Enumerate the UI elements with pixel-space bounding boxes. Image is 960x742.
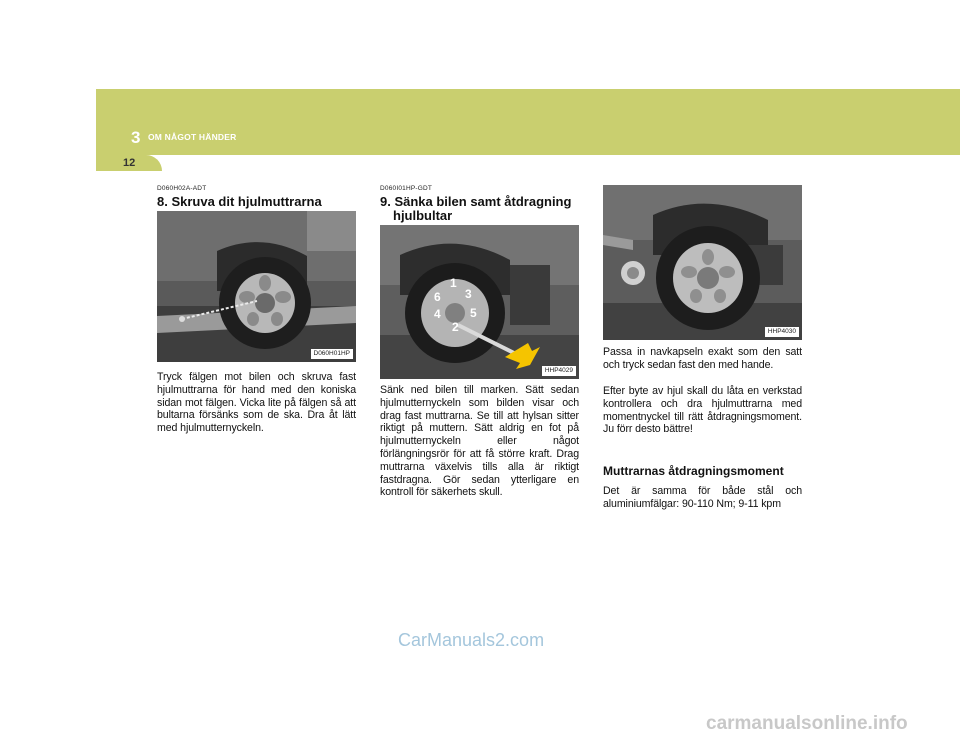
watermark-carmanuals2[interactable]: CarManuals2.com [398,630,545,650]
paragraph-hubcap: Passa in navkapseln exakt som den satt och tryck sedan fast den med hande. [603,346,802,371]
figure-label: D060H01HP [311,349,354,359]
watermark-carmanualsonline[interactable]: carmanualsonline.info [706,713,908,734]
bolt-number-4: 4 [434,307,441,321]
figure-label: HHP4029 [542,366,576,376]
paragraph-torque-values: Det är samma för både stål och aluminiumfälgar: 90-110 Nm; 9-11 kpm [603,485,802,510]
figure-hubcap [603,185,802,340]
heading-step-9-line2: hjulbultar [393,208,453,223]
figure-wheel-mount [157,211,356,362]
heading-step-9-line1: 9. Sänka bilen samt åtdragning [380,194,572,209]
chapter-title: OM NÅGOT HÄNDER [148,132,237,142]
section-code-9: D060I01HP-GDT [380,185,433,192]
paragraph-workshop-check: Efter byte av hjul skall du låta en verkstad kontrollera och dra hjulmuttrarna med momentnyckel till rätt åtdragningsmoment. Ju förr desto bättre! [603,385,802,436]
chapter-number: 3 [131,128,141,147]
section-code-8: D060H02A-ADT [157,185,207,192]
bolt-number-2: 2 [452,320,459,334]
figure-label: HHP4030 [765,327,799,337]
chapter-header-band [96,89,960,155]
paragraph-step-9: Sänk ned bilen till marken. Sätt sedan hjulmutternyckeln som bilden visar och drag fast muttrarna. Se till att hylsan sitter riktigt på muttern. Sätt aldrig en fot på hjulmutternyckeln eller något förlängningsrör för att få större kraft. Drag muttrarna växelvis tills alla är riktigt fastdragna. Gör sedan ytterligare en kontroll för säkerhets skull. [380,384,579,499]
bolt-number-3: 3 [465,287,472,301]
heading-step-8: 8. Skruva dit hjulmuttrarna [157,194,322,209]
figure-tighten-bolts [380,225,579,379]
sub-heading-torque: Muttrarnas åtdragningsmoment [603,464,784,478]
bolt-number-1: 1 [450,276,457,290]
page-number: 12 [123,157,136,169]
paragraph-step-8: Tryck fälgen mot bilen och skruva fast hjulmuttrarna för hand med den koniska sidan mot fälgen. Vicka lite på fälgen så att bultarna försänks som de ska. Dra åt lätt med hjulmutternyckeln. [157,371,356,435]
bolt-number-6: 6 [434,290,441,304]
bolt-number-5: 5 [470,306,477,320]
